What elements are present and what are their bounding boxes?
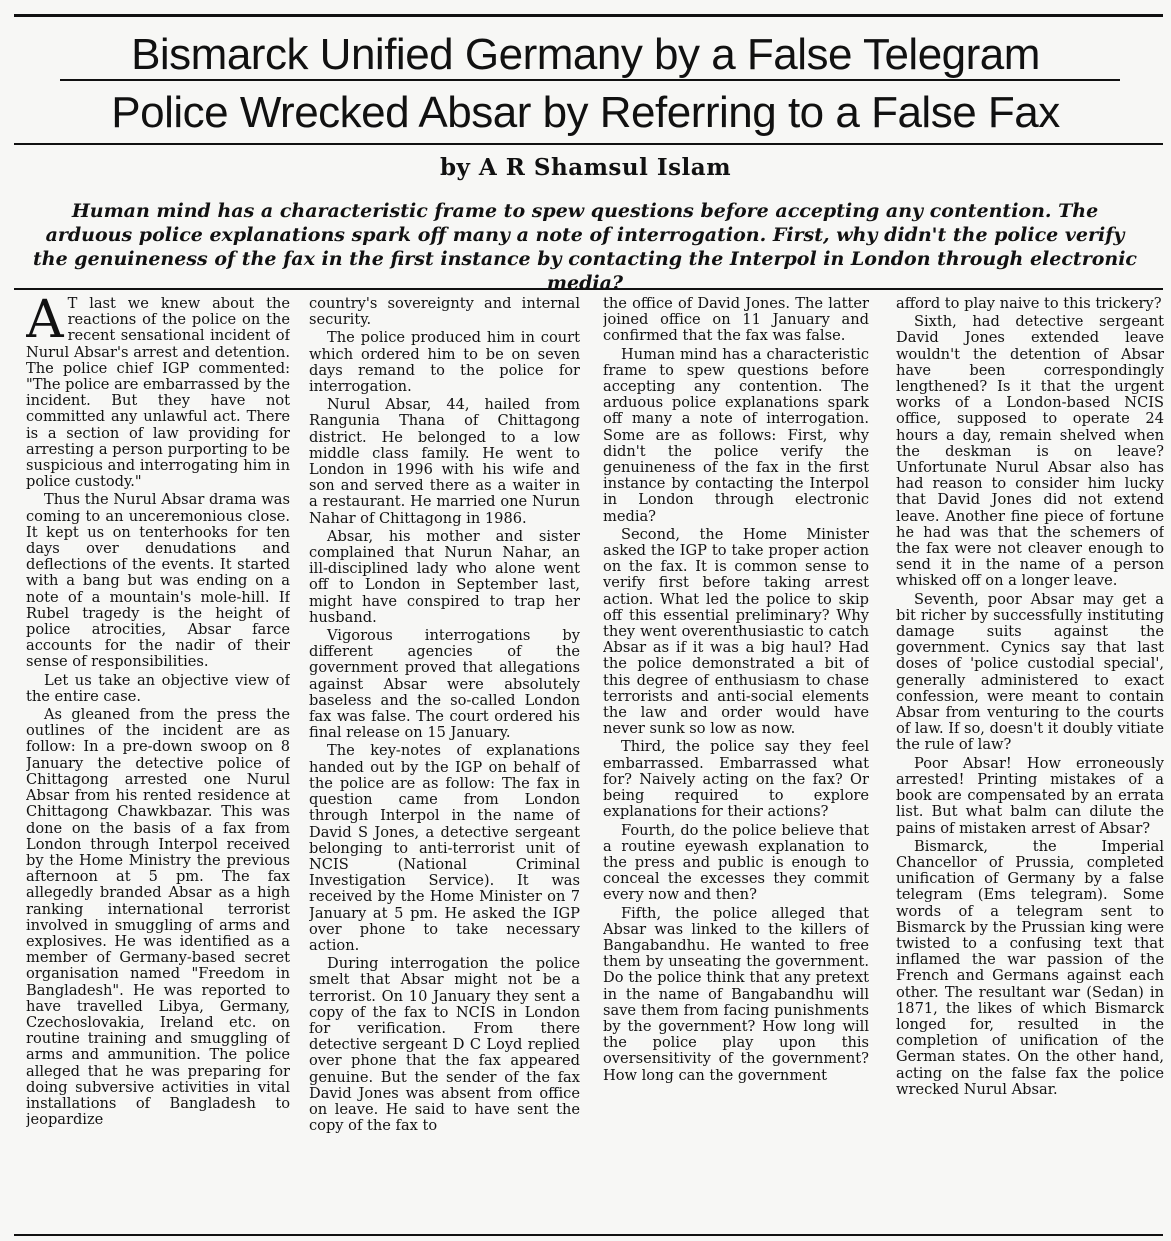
article-column-2 <box>309 296 580 1230</box>
column-paragraph: Third, the police say they feel embarrassed. Embarrassed what for? Naively acting on the fax? Or being required to explore explanations for their actions? <box>603 738 869 821</box>
column-paragraph: Thus the Nurul Absar drama was coming to an unceremonious close. It kept us on tenterhooks for ten days over denudations and deflections of the events. It started with a bang but was ending on a note of a mountain's mole-hill. If Rubel tragedy is the height of police atrocities, Absar farce accounts for the nadir of their sense of responsibilities. <box>26 491 290 671</box>
column-paragraph: Let us take an objective view of the entire case. <box>26 671 290 705</box>
headline-secondary: Police Wrecked Absar by Referring to a False Fax <box>111 88 1060 137</box>
article-column-3 <box>603 296 869 1230</box>
headline-primary: Bismarck Unified Germany by a False Telegram <box>131 30 1040 79</box>
column-paragraph: Seventh, poor Absar may get a bit richer by successfully instituting damage suits against the government. Cynics say that last doses of 'police custodial special', generally administered to exact confession, were meant to contain Absar from venturing to the courts of law. If so, doesn't it doubly vitiate the rule of law? <box>896 590 1164 754</box>
article-column-1 <box>26 296 290 1230</box>
column-paragraph: the office of David Jones. The latter joined office on 11 January and confirmed that the fax was false. <box>603 296 869 345</box>
column-paragraph: Bismarck, the Imperial Chancellor of Prussia, completed unification of Germany by a false telegram (Ems telegram). Some words of a telegram sent to Bismarck by the Prussian king were twisted to a confusing text that inflamed the war passion of the French and Germans against each other. The resultant war (Sedan) in 1871, the likes of which Bismarck longed for, resulted in the completion of unification of the German states. On the other hand, acting on the false fax the police wrecked Nurul Absar. <box>896 837 1164 1098</box>
column-paragraph: Fifth, the police alleged that Absar was linked to the killers of Bangabandhu. He wanted to free them by unseating the government. Do the police think that any pretext in the name of Bangabandhu will save them from facing punishments by the government? How long will the police play upon this oversensitivity of the government? How long can the government <box>603 904 869 1084</box>
column-paragraph: country's sovereignty and internal security. <box>309 296 580 329</box>
article-column-4 <box>896 296 1164 1230</box>
byline: by A R Shamsul Islam <box>439 154 732 181</box>
deck-bottom-rule <box>14 288 1163 290</box>
article-deck: Human mind has a characteristic frame to spew questions before accepting any contention. The arduous police explanations spark off many a note of interrogation. First, why didn't the police verify the genuineness of the fax in the first instance by contacting the Interpol in London through electronic media? <box>33 200 1137 294</box>
column-paragraph: Absar, his mother and sister complained that Nurun Nahar, an ill-disciplined lady who alone went off to London in September last, might have conspired to trap her husband. <box>309 527 580 626</box>
headline-divider <box>60 79 1120 81</box>
column-paragraph: Vigorous interrogations by different agencies of the government proved that allegations against Absar were absolutely baseless and the so-called London fax was false. The court ordered his final release on 15 January. <box>309 627 580 742</box>
column-paragraph: Poor Absar! How erroneously arrested! Printing mistakes of a book are compensated by an errata list. But what balm can dilute the pains of mistaken arrest of Absar? <box>896 754 1164 837</box>
column-paragraph: During interrogation the police smelt that Absar might not be a terrorist. On 10 January they sent a copy of the fax to NCIS in London for verification. From there detective sergeant D C Loyd replied over phone that the fax appeared genuine. But the sender of the fax David Jones was absent from office on leave. He said to have sent the copy of the fax to <box>309 955 580 1135</box>
column-paragraph: Human mind has a characteristic frame to spew questions before accepting any contention. The arduous police explanations spark off many a note of interrogation. Some are as follows: First, why didn't the police verify the genuineness of the fax in the first instance by contacting the Interpol in London through electronic media? <box>603 345 869 525</box>
column-paragraph: Nurul Absar, 44, hailed from Rangunia Thana of Chittagong district. He belonged to a low middle class family. He went to London in 1996 with his wife and son and served there as a waiter in a restaurant. He married one Nurun Nahar of Chittagong in 1986. <box>309 396 580 527</box>
column-paragraph: Second, the Home Minister asked the IGP to take proper action on the fax. It is common sense to verify first before taking arrest action. What led the police to skip off this essential preliminary? Why they went overenthusiastic to catch Absar as if it was a big haul? Had the police demonstrated a bit of this degree of enthusiasm to chase terrorists and anti-social elements the law and order would have never sunk so low as now. <box>603 525 869 738</box>
column-paragraph: Fourth, do the police believe that a routine eyewash explanation to the press and public is enough to conceal the excesses they commit every now and then? <box>603 821 869 904</box>
column-paragraph: The police produced him in court which ordered him to be on seven days remand to the police for interrogation. <box>309 329 580 396</box>
column-paragraph: As gleaned from the press the outlines of the incident are as follow: In a pre-down swoop on 8 January the detective police of Chittagong arrested one Nurul Absar from his rented residence at Chittagong Chawkbazar. This was done on the basis of a fax from London through Interpol received by the Home Ministry the previous afternoon at 5 pm. The fax allegedly branded Absar as a high ranking international terrorist involved in smuggling of arms and explosives. He was identified as a member of Germany-based secret organisation named "Freedom in Bangladesh". He was reported to have travelled Libya, Germany, Czechoslovakia, Ireland etc. on routine training and smuggling of arms and ammunition. The police alleged that he was preparing for doing subversive activities in vital installations of Bangladesh to jeopardize <box>26 706 290 1129</box>
paragraph-text: T last we knew about the reactions of the police on the recent sensational incident of Nurul Absar's arrest and detention. The police chief IGP commented: "The police are embarrassed by the incident. But they have not committed any unlawful act. There is a section of law providing for arresting a person purporting to be suspicious and interrogating him in police custody." <box>26 296 290 491</box>
column-paragraph <box>26 296 290 490</box>
top-rule <box>14 14 1163 17</box>
column-paragraph: afford to play naive to this trickery? <box>896 296 1162 312</box>
bottom-rule <box>14 1234 1163 1236</box>
headline-bottom-rule <box>14 143 1163 145</box>
column-paragraph: The key-notes of explanations handed out by the IGP on behalf of the police are as follow: The fax in question came from London through Interpol in the name of David S Jones, a detective sergeant belonging to anti-terrorist unit of NCIS (National Criminal Investigation Service). It was received by the Home Minister on 7 January at 5 pm. He asked the IGP over phone to take necessary action. <box>309 742 580 954</box>
drop-cap: A <box>26 296 64 350</box>
column-paragraph: Sixth, had detective sergeant David Jones extended leave wouldn't the detention of Absar have been correspondingly lengthened? Is it that the urgent works of a London-based NCIS office, supposed to operate 24 hours a day, remain shelved when the deskman is on leave? Unfortunate Nurul Absar also has had reason to consider him lucky that David Jones did not extend leave. Another fine piece of fortune he had was that the schemers of the fax were not cleaver enough to send it in the name of a person whisked off on a longer leave. <box>896 313 1164 590</box>
